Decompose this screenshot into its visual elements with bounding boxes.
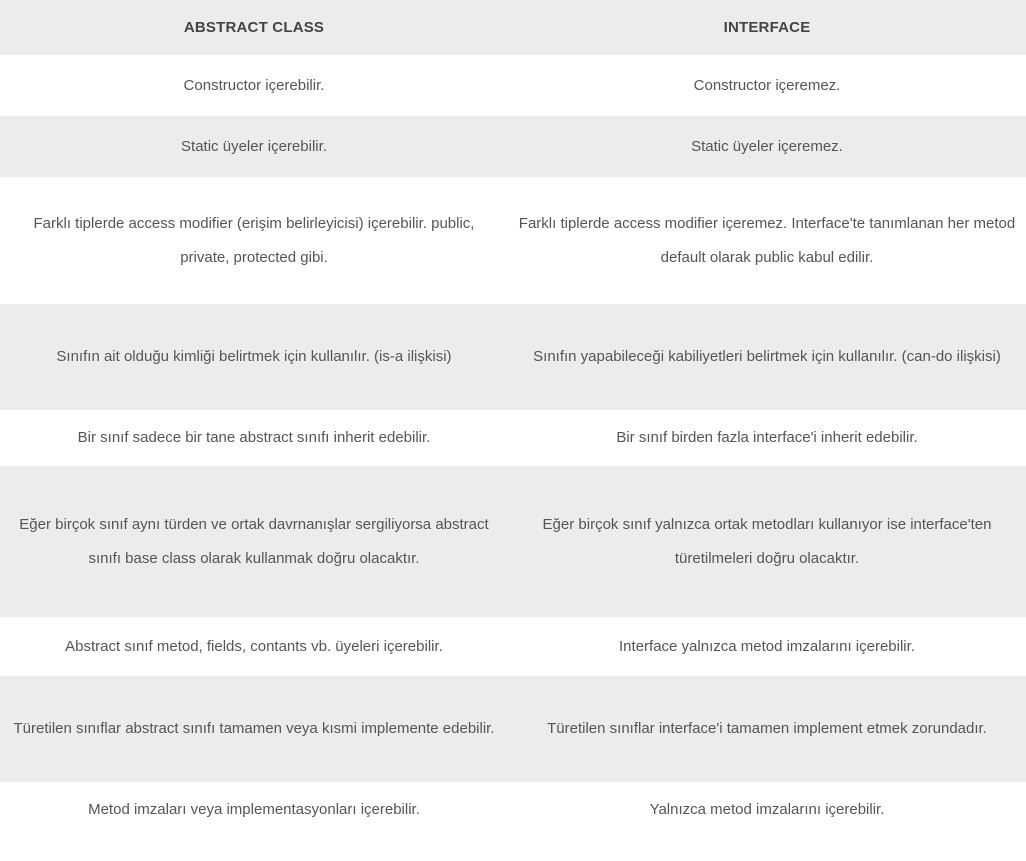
table-row — [0, 466, 1026, 617]
table-row — [0, 304, 1026, 410]
header-interface: INTERFACE — [723, 19, 811, 36]
abstract-class-cell: Türetilen sınıflar abstract sınıfı tamamen veya kısmi implemente edebilir. — [13, 720, 495, 737]
interface-cell: Constructor içeremez. — [693, 76, 841, 94]
abstract-class-cell: Farklı tiplerde access modifier (erişim belirleyicisi) içerebilir. public, private, protected gibi. — [33, 214, 475, 266]
interface-cell: Eğer birçok sınıf yalnızca ortak metodları kullanıyor ise interface'ten türetilmeleri doğru olacaktır. — [542, 515, 992, 567]
abstract-class-cell: Metod imzaları veya implementasyonları içerebilir. — [88, 801, 420, 818]
abstract-class-cell: Static üyeler içerebilir. — [181, 137, 327, 155]
interface-cell: Yalnızca metod imzalarını içerebilir. — [649, 801, 885, 818]
abstract-class-cell: Eğer birçok sınıf aynı türden ve ortak davrnanışlar sergiliyorsa abstract sınıfı base class olarak kullanmak doğru olacaktır. — [19, 515, 489, 567]
interface-cell: Static üyeler içeremez. — [691, 137, 843, 155]
abstract-class-cell: Abstract sınıf metod, fields, contants vb. üyeleri içerebilir. — [65, 637, 443, 655]
table-header-row — [0, 0, 1026, 55]
abstract-class-cell: Constructor içerebilir. — [183, 76, 325, 94]
interface-cell: Bir sınıf birden fazla interface'i inherit edebilir. — [616, 429, 918, 446]
interface-cell: Farklı tiplerde access modifier içeremez. Interface'te tanımlanan her metod default olarak public kabul edilir. — [518, 214, 1016, 266]
interface-cell: Interface yalnızca metod imzalarını içerebilir. — [619, 637, 915, 655]
abstract-class-cell: Bir sınıf sadece bir tane abstract sınıfı inherit edebilir. — [77, 429, 431, 446]
table-row — [0, 177, 1026, 304]
table-row — [0, 782, 1026, 838]
table-row — [0, 116, 1026, 177]
table-row — [0, 410, 1026, 466]
table-row — [0, 617, 1026, 676]
abstract-class-cell: Sınıfın ait olduğu kimliği belirtmek için kullanılır. (is-a ilişkisi) — [56, 348, 452, 365]
interface-cell: Sınıfın yapabileceği kabiliyetleri belirtmek için kullanılır. (can-do ilişkisi) — [533, 348, 1001, 365]
header-abstract-class: ABSTRACT CLASS — [183, 19, 325, 36]
table-row — [0, 55, 1026, 116]
table-row — [0, 676, 1026, 782]
interface-cell: Türetilen sınıflar interface'i tamamen implement etmek zorundadır. — [547, 720, 987, 737]
